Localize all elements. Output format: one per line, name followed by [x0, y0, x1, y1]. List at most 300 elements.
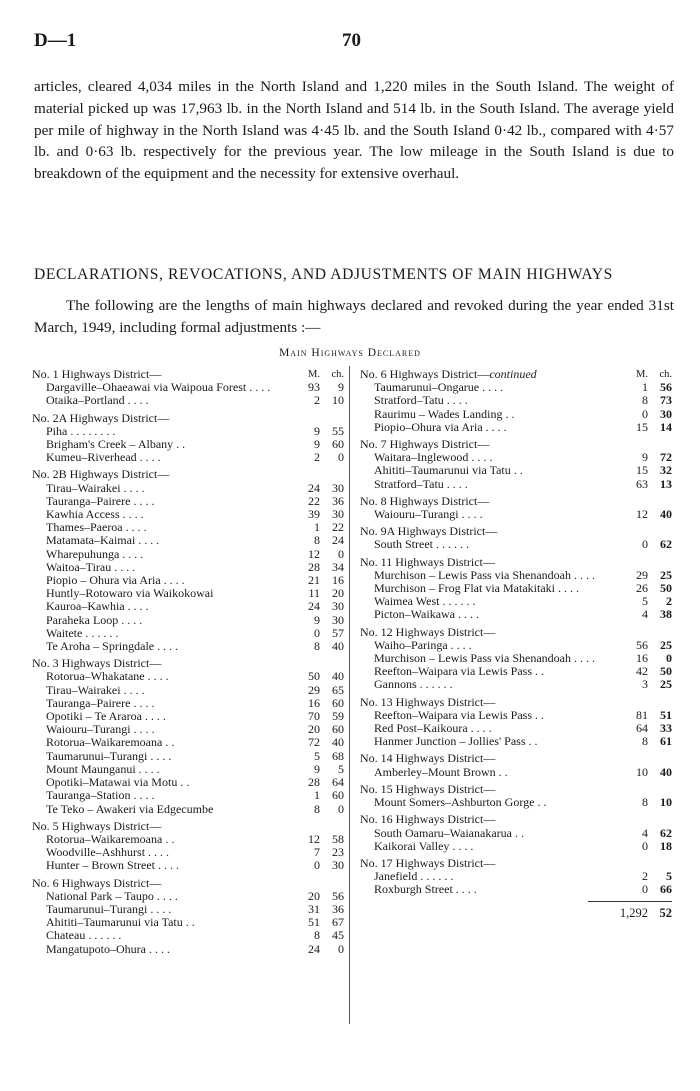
miles-value: 64 — [636, 721, 648, 736]
miles-value: 12 — [308, 546, 320, 561]
highway-name: Hunter – Brown Street . . . . — [46, 859, 179, 873]
total-miles: 1,292 — [619, 905, 648, 920]
table-row — [32, 381, 344, 394]
miles-value: 4 — [642, 825, 648, 840]
district-name: No. 1 Highways District— — [32, 367, 162, 381]
district-heading — [360, 368, 622, 381]
table-row — [360, 639, 672, 652]
section-title: DECLARATIONS, REVOCATIONS, AND ADJUSTMENTS OF MAIN HIGHWAYS — [34, 266, 613, 283]
district-group — [360, 696, 672, 749]
miles-value: 24 — [308, 599, 320, 614]
chains-value: 0 — [338, 801, 344, 816]
highway-name: Te Teko – Awakeri via Edgecumbe — [46, 802, 214, 816]
table-row — [32, 548, 344, 561]
highway-name: Piopio – Ohura via Aria . . . . — [46, 574, 185, 588]
chains-value: 68 — [332, 748, 344, 763]
highway-name: Taumarunui–Ongarue . . . . — [374, 381, 504, 395]
table-row — [360, 582, 672, 595]
table-row — [360, 451, 672, 464]
highway-name: Kawhia Access . . . . — [46, 508, 144, 522]
intro-paragraph: articles, cleared 4,034 miles in the North Island and 1,220 miles in the South Island. The weight of material picked up was 17,963 lb. in the North Island and 514 lb. in the South Island. The average yield per mile of highway in the North Island was 4·45 lb. and the South Island 0·42 lb., compared with 4·57 lb. and 0·63 lb. respectively for the previous year. The low mileage in the South Island is due to breakdown of the equipment and the necessity for extensive overhaul. — [34, 78, 674, 183]
highway-name: Ahititi–Taumarunui via Tatu . . — [46, 916, 195, 930]
highway-name: Brigham's Creek – Albany . . — [46, 438, 186, 452]
table-row — [32, 425, 344, 438]
highway-name: Waitoa–Tirau . . . . — [46, 560, 136, 574]
miles-value: 0 — [642, 882, 648, 897]
district-heading — [32, 368, 294, 381]
table-row — [32, 627, 344, 640]
miles-value: 0 — [642, 838, 648, 853]
miles-value: 11 — [308, 586, 320, 601]
miles-value: 72 — [308, 735, 320, 750]
highway-name: Waimea West . . . . . . — [374, 595, 476, 609]
highway-name: Waiouru–Turangi . . . . — [374, 508, 483, 522]
highway-name: Waitara–Inglewood . . . . — [374, 451, 493, 465]
highway-name: Otaika–Portland . . . . — [46, 394, 149, 408]
table-row — [32, 789, 344, 802]
column-header-row — [32, 368, 344, 381]
chains-value: 30 — [332, 599, 344, 614]
chains-value: 45 — [332, 928, 344, 943]
table-row — [32, 640, 344, 653]
table-row — [32, 903, 344, 916]
table-row — [32, 587, 344, 600]
highway-name: Murchison – Frog Flat via Matakitaki . . . . — [374, 582, 579, 596]
highway-name: Janefield . . . . . . — [374, 870, 454, 884]
highway-name: Gannons . . . . . . — [374, 678, 453, 692]
district-name: No. 17 Highways District— — [360, 855, 496, 870]
highway-name: Reefton–Waipara via Lewis Pass . . — [374, 665, 544, 679]
highway-name: Piha . . . . . . . . — [46, 424, 116, 438]
highway-name: Stratford–Tatu . . . . — [374, 394, 468, 408]
chains-header: ch. — [659, 369, 672, 380]
district-group — [360, 525, 672, 551]
chains-value: 22 — [332, 520, 344, 535]
miles-value: 26 — [636, 581, 648, 596]
column-header-row — [360, 368, 672, 381]
chains-value: 9 — [338, 380, 344, 395]
highway-name: Roxburgh Street . . . . — [374, 883, 477, 897]
chains-value: 0 — [338, 546, 344, 561]
district-heading — [360, 857, 672, 870]
table-row — [360, 569, 672, 582]
miles-value: 20 — [308, 888, 320, 903]
chains-value: 24 — [332, 533, 344, 548]
miles-value: 12 — [308, 831, 320, 846]
highway-name: Thames–Paeroa . . . . — [46, 521, 147, 535]
chains-value: 30 — [660, 406, 672, 421]
chains-value: 61 — [660, 734, 672, 749]
highway-name: Mount Maunganui . . . . — [46, 762, 160, 776]
chains-header: ch. — [331, 369, 344, 380]
highway-name: Waiouru–Turangi . . . . — [46, 723, 155, 737]
chains-value: 56 — [332, 888, 344, 903]
district-continued: continued — [489, 367, 537, 381]
highway-name: Waitete . . . . . . — [46, 626, 119, 640]
chains-value: 10 — [332, 393, 344, 408]
chains-value: 40 — [332, 669, 344, 684]
table-row — [360, 796, 672, 809]
miles-value: 24 — [308, 480, 320, 495]
miles-value: 9 — [314, 423, 320, 438]
district-heading — [360, 438, 672, 451]
chains-value: 25 — [660, 567, 672, 582]
table-row — [32, 451, 344, 464]
miles-value: 8 — [642, 795, 648, 810]
table-row — [360, 595, 672, 608]
highway-name: Te Aroha – Springdale . . . . — [46, 640, 179, 654]
highway-name: Rotorua–Whakatane . . . . — [46, 670, 169, 684]
highway-name: Raurimu – Wades Landing . . — [374, 407, 515, 421]
miles-value: 9 — [314, 761, 320, 776]
table-row — [360, 665, 672, 678]
highway-name: South Oamaru–Waianakarua . . — [374, 826, 524, 840]
district-heading — [360, 525, 672, 538]
miles-value: 9 — [314, 437, 320, 452]
miles-value: 3 — [642, 677, 648, 692]
district-heading — [360, 626, 672, 639]
table-row — [32, 890, 344, 903]
miles-value: 2 — [314, 393, 320, 408]
document-reference: D—1 — [34, 30, 77, 51]
highway-name: Rotorua–Waikaremoana . . — [46, 736, 175, 750]
table-row — [32, 394, 344, 407]
miles-value: 10 — [636, 764, 648, 779]
table-row — [32, 833, 344, 846]
chains-value: 30 — [332, 507, 344, 522]
chains-value: 62 — [660, 537, 672, 552]
district-group — [360, 626, 672, 692]
chains-value: 59 — [332, 709, 344, 724]
chains-value: 62 — [660, 825, 672, 840]
table-row — [360, 722, 672, 735]
table-row — [32, 438, 344, 451]
miles-value: 28 — [308, 559, 320, 574]
district-name: No. 12 Highways District— — [360, 624, 496, 639]
total-rule — [588, 901, 672, 902]
miles-value: 1 — [642, 380, 648, 395]
district-name: No. 2A Highways District— — [32, 410, 170, 425]
district-name: No. 6 Highways District— — [360, 367, 490, 381]
table-row — [360, 608, 672, 621]
district-name: No. 2B Highways District— — [32, 467, 170, 482]
chains-value: 60 — [332, 722, 344, 737]
district-heading — [360, 813, 672, 826]
chains-value: 56 — [660, 380, 672, 395]
district-heading — [32, 468, 344, 481]
chains-value: 25 — [660, 637, 672, 652]
chains-value: 14 — [660, 419, 672, 434]
highway-name: Murchison – Lewis Pass via Shenandoah . . . . — [374, 652, 595, 666]
miles-value: 20 — [308, 722, 320, 737]
miles-value: 8 — [314, 533, 320, 548]
miles-value: 22 — [308, 493, 320, 508]
chains-value: 72 — [660, 450, 672, 465]
highway-name: Paraheka Loop . . . . — [46, 613, 143, 627]
highway-name: Ahititi–Taumarunui via Tatu . . — [374, 464, 523, 478]
highway-name: Taumarunui–Turangi . . . . — [46, 902, 172, 916]
table-row — [360, 735, 672, 748]
chains-value: 0 — [338, 450, 344, 465]
highway-name: Woodville–Ashhurst . . . . — [46, 846, 170, 860]
miles-value: 63 — [636, 476, 648, 491]
chains-value: 73 — [660, 393, 672, 408]
highway-name: Picton–Waikawa . . . . — [374, 608, 480, 622]
highway-name: Dargaville–Ohaeawai via Waipoua Forest . . . . — [46, 381, 271, 395]
chains-value: 66 — [660, 882, 672, 897]
chains-value: 13 — [660, 476, 672, 491]
chains-value: 0 — [666, 651, 672, 666]
miles-value: 29 — [308, 682, 320, 697]
table-row — [32, 508, 344, 521]
district-name: No. 5 Highways District— — [32, 818, 162, 833]
highway-name: Tauranga–Station . . . . — [46, 789, 155, 803]
table-row — [32, 943, 344, 956]
table-row — [360, 381, 672, 394]
chains-value: 60 — [332, 695, 344, 710]
table-row — [360, 870, 672, 883]
chains-value: 40 — [660, 764, 672, 779]
highway-name: Huntly–Rotowaro via Waikokowai — [46, 587, 214, 601]
district-name: No. 14 Highways District— — [360, 751, 496, 766]
table-row — [360, 766, 672, 779]
district-name: No. 16 Highways District— — [360, 812, 496, 827]
miles-value: 0 — [642, 537, 648, 552]
miles-value: 15 — [636, 463, 648, 478]
district-group — [360, 813, 672, 853]
table-row — [360, 652, 672, 665]
table-row — [360, 840, 672, 853]
district-group — [360, 556, 672, 622]
table-row — [360, 464, 672, 477]
chains-value: 50 — [660, 581, 672, 596]
chains-value: 0 — [338, 941, 344, 956]
table-row — [32, 750, 344, 763]
highway-name: National Park – Taupo . . . . — [46, 889, 178, 903]
highway-name: Kaikorai Valley . . . . — [374, 839, 474, 853]
right-column — [360, 368, 672, 921]
miles-value: 8 — [314, 801, 320, 816]
chains-value: 25 — [660, 677, 672, 692]
chains-value: 60 — [332, 788, 344, 803]
district-name: No. 6 Highways District— — [32, 875, 162, 890]
miles-value: 2 — [314, 450, 320, 465]
chains-value: 58 — [332, 831, 344, 846]
table-row — [360, 883, 672, 896]
miles-value: 24 — [308, 941, 320, 956]
miles-value: 28 — [308, 775, 320, 790]
district-name: No. 7 Highways District— — [360, 437, 490, 452]
chains-value: 2 — [666, 594, 672, 609]
miles-value: 42 — [636, 664, 648, 679]
chains-value: 60 — [332, 437, 344, 452]
district-group — [32, 468, 344, 653]
table-caption: Main Highways Declared — [279, 347, 421, 359]
miles-header: M. — [636, 369, 648, 380]
miles-value: 1 — [314, 788, 320, 803]
miles-value: 31 — [308, 901, 320, 916]
district-group — [360, 495, 672, 521]
total-chains: 52 — [659, 905, 672, 920]
chains-value: 10 — [660, 795, 672, 810]
miles-value: 4 — [642, 607, 648, 622]
miles-value: 8 — [314, 639, 320, 654]
chains-value: 40 — [332, 639, 344, 654]
chains-value: 55 — [332, 423, 344, 438]
table-row — [32, 846, 344, 859]
district-name: No. 11 Highways District— — [360, 554, 495, 569]
miles-value: 16 — [636, 651, 648, 666]
miles-value: 2 — [642, 869, 648, 884]
table-row — [32, 614, 344, 627]
highway-name: Piopio–Ohura via Aria . . . . — [374, 420, 507, 434]
highway-name: Opotiki–Matawai via Motu . . — [46, 776, 190, 790]
chains-value: 65 — [332, 682, 344, 697]
highway-name: Amberley–Mount Brown . . — [374, 765, 508, 779]
chains-value: 20 — [332, 586, 344, 601]
miles-value: 51 — [308, 915, 320, 930]
district-heading — [360, 556, 672, 569]
highway-name: Wharepuhunga . . . . — [46, 547, 144, 561]
left-column — [32, 368, 344, 960]
chains-value: 32 — [660, 463, 672, 478]
chains-value: 5 — [666, 869, 672, 884]
miles-value: 29 — [636, 567, 648, 582]
table-row — [32, 561, 344, 574]
district-group — [32, 368, 344, 408]
miles-value: 15 — [636, 419, 648, 434]
district-group — [32, 820, 344, 873]
highway-name: Tirau–Wairakei . . . . — [46, 683, 145, 697]
highway-name: Mangatupoto–Ohura . . . . — [46, 942, 170, 956]
district-heading — [32, 657, 344, 670]
highway-name: Opotiki – Te Araroa . . . . — [46, 710, 166, 724]
miles-value: 8 — [642, 393, 648, 408]
chains-value: 18 — [660, 838, 672, 853]
chains-value: 36 — [332, 493, 344, 508]
district-name: No. 8 Highways District— — [360, 493, 490, 508]
miles-value: 7 — [314, 845, 320, 860]
table-row — [32, 710, 344, 723]
table-row — [32, 534, 344, 547]
table-row — [32, 574, 344, 587]
chains-value: 67 — [332, 915, 344, 930]
table-row — [32, 916, 344, 929]
miles-value: 21 — [308, 573, 320, 588]
column-divider — [349, 366, 350, 1024]
table-row — [32, 670, 344, 683]
district-group — [360, 752, 672, 778]
miles-value: 9 — [642, 450, 648, 465]
chains-value: 34 — [332, 559, 344, 574]
table-row — [32, 763, 344, 776]
table-row — [360, 508, 672, 521]
table-row — [32, 482, 344, 495]
miles-value: 0 — [314, 625, 320, 640]
miles-value: 0 — [642, 406, 648, 421]
highway-name: Tirau–Wairakei . . . . — [46, 481, 145, 495]
table-row — [32, 521, 344, 534]
miles-value: 39 — [308, 507, 320, 522]
highway-name: Taumarunui–Turangi . . . . — [46, 749, 172, 763]
table-row — [360, 678, 672, 691]
section-intro: The following are the lengths of main highways declared and revoked during the year ended 31st March, 1949, including formal adjustments :— — [34, 297, 674, 336]
miles-value: 81 — [636, 707, 648, 722]
miles-value: 8 — [642, 734, 648, 749]
table-row — [32, 723, 344, 736]
highway-name: Kumeu–Riverhead . . . . — [46, 451, 161, 465]
miles-value: 9 — [314, 612, 320, 627]
highway-name: Chateau . . . . . . — [46, 929, 122, 943]
district-name: No. 15 Highways District— — [360, 781, 496, 796]
miles-value: 5 — [642, 594, 648, 609]
chains-value: 33 — [660, 721, 672, 736]
miles-value: 70 — [308, 709, 320, 724]
chains-value: 30 — [332, 480, 344, 495]
chains-value: 57 — [332, 625, 344, 640]
highway-name: Kauroa–Kawhia . . . . — [46, 600, 149, 614]
miles-value: 5 — [314, 748, 320, 763]
district-group — [32, 877, 344, 956]
chains-value: 5 — [338, 761, 344, 776]
chains-value: 16 — [332, 573, 344, 588]
highway-name: Murchison – Lewis Pass via Shenandoah . . . . — [374, 568, 595, 582]
chains-value: 30 — [332, 858, 344, 873]
highway-name: Red Post–Kaikoura . . . . — [374, 722, 492, 736]
table-row — [360, 478, 672, 491]
highway-name: Matamata–Kaimai . . . . — [46, 534, 160, 548]
chains-value: 23 — [332, 845, 344, 860]
highway-name: South Street . . . . . . — [374, 538, 469, 552]
highway-name: Stratford–Tatu . . . . — [374, 477, 468, 491]
district-name: No. 9A Highways District— — [360, 524, 498, 539]
district-heading — [360, 696, 672, 709]
chains-value: 30 — [332, 612, 344, 627]
district-group — [32, 657, 344, 815]
chains-value: 36 — [332, 901, 344, 916]
table-row — [360, 394, 672, 407]
highway-name: Hanmer Junction – Jollies' Pass . . — [374, 735, 538, 749]
miles-value: 50 — [308, 669, 320, 684]
highway-name: Tauranga–Pairere . . . . — [46, 696, 155, 710]
district-name: No. 3 Highways District— — [32, 656, 162, 671]
page-number: 70 — [342, 30, 361, 51]
chains-value: 51 — [660, 707, 672, 722]
total-row — [360, 905, 672, 921]
district-group — [32, 412, 344, 465]
district-heading — [32, 877, 344, 890]
table-row — [32, 697, 344, 710]
highway-name: Rotorua–Waikaremoana . . — [46, 832, 175, 846]
table-row — [32, 736, 344, 749]
district-heading — [360, 752, 672, 765]
miles-value: 16 — [308, 695, 320, 710]
chains-value: 38 — [660, 607, 672, 622]
highway-name: Waiho–Paringa . . . . — [374, 638, 472, 652]
table-row — [32, 495, 344, 508]
highway-name: Mount Somers–Ashburton Gorge . . — [374, 796, 547, 810]
miles-value: 0 — [314, 858, 320, 873]
miles-header: M. — [308, 369, 320, 380]
table-row — [360, 538, 672, 551]
miles-value: 1 — [314, 520, 320, 535]
highway-name: Reefton–Waipara via Lewis Pass . . — [374, 708, 544, 722]
miles-value: 8 — [314, 928, 320, 943]
table-row — [32, 859, 344, 872]
table-row — [360, 827, 672, 840]
district-name: No. 13 Highways District— — [360, 694, 496, 709]
miles-value: 93 — [308, 380, 320, 395]
